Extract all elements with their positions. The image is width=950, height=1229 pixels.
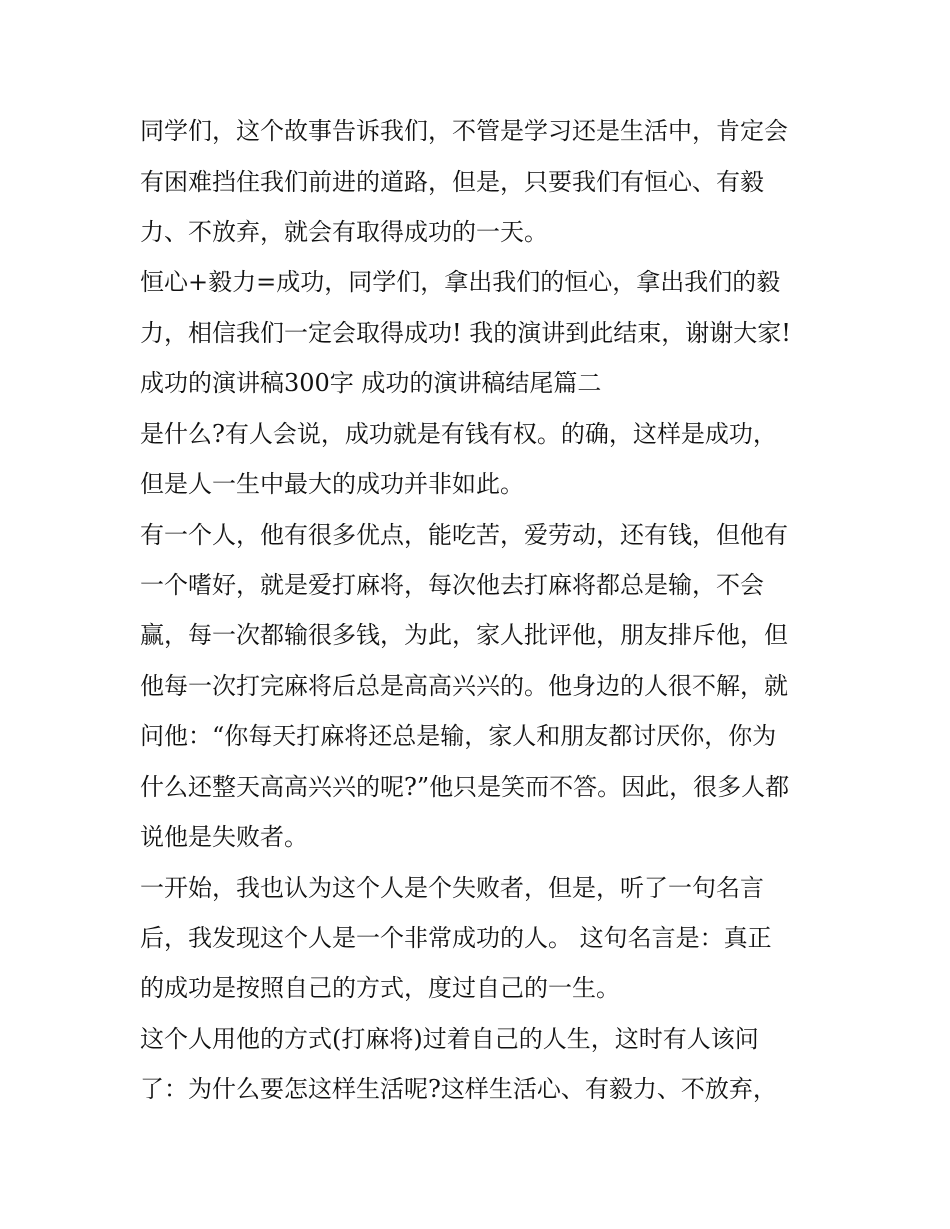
text-line: 的成功是按照自己的方式，度过自己的一生。 — [140, 974, 620, 1002]
text-line: 有困难挡住我们前进的道路，但是，只要我们有恒心、有毅 — [140, 168, 764, 196]
text-line: 力，相信我们一定会取得成功! 我的演讲到此结束，谢谢大家! — [140, 319, 791, 347]
text-line: 同学们，这个故事告诉我们，不管是学习还是生活中，肯定会 — [140, 117, 788, 145]
text-line: 恒心+毅力=成功，同学们，拿出我们的恒心，拿出我们的毅 — [140, 268, 781, 296]
text-line: 他每一次打完麻将后总是高高兴兴的。他身边的人很不解，就 — [140, 672, 788, 700]
text-line: 说他是失败者。 — [140, 823, 308, 851]
text-line: 了：为什么要怎这样生活呢?这样生活心、有毅力、不放弃， — [140, 1075, 777, 1103]
text-line: 一开始，我也认为这个人是个失败者，但是，听了一句名言 — [140, 874, 764, 902]
text-line: 一个嗜好，就是爱打麻将，每次他去打麻将都总是输，不会 — [140, 571, 764, 599]
text-line: 赢，每一次都输很多钱，为此，家人批评他，朋友排斥他，但 — [140, 621, 788, 649]
text-line: 力、不放弃，就会有取得成功的一天。 — [140, 218, 548, 246]
text-line: 问他：“你每天打麻将还总是输，家人和朋友都讨厌你，你为 — [140, 722, 777, 750]
text-line: 有一个人，他有很多优点，能吃苦，爱劳动，还有钱，但他有 — [140, 521, 788, 549]
text-line: 什么还整天高高兴兴的呢?”他只是笑而不答。因此，很多人都 — [140, 773, 790, 801]
text-line: 后，我发现这个人是一个非常成功的人。 这句名言是：真正 — [140, 924, 772, 952]
text-line: 是什么?有人会说，成功就是有钱有权。的确，这样是成功， — [140, 420, 777, 448]
text-line: 但是人一生中最大的成功并非如此。 — [140, 470, 524, 498]
text-line: 这个人用他的方式(打麻将)过着自己的人生，这时有人该问 — [140, 1025, 759, 1053]
section-heading: 成功的演讲稿300字 成功的演讲稿结尾篇二 — [140, 369, 602, 397]
